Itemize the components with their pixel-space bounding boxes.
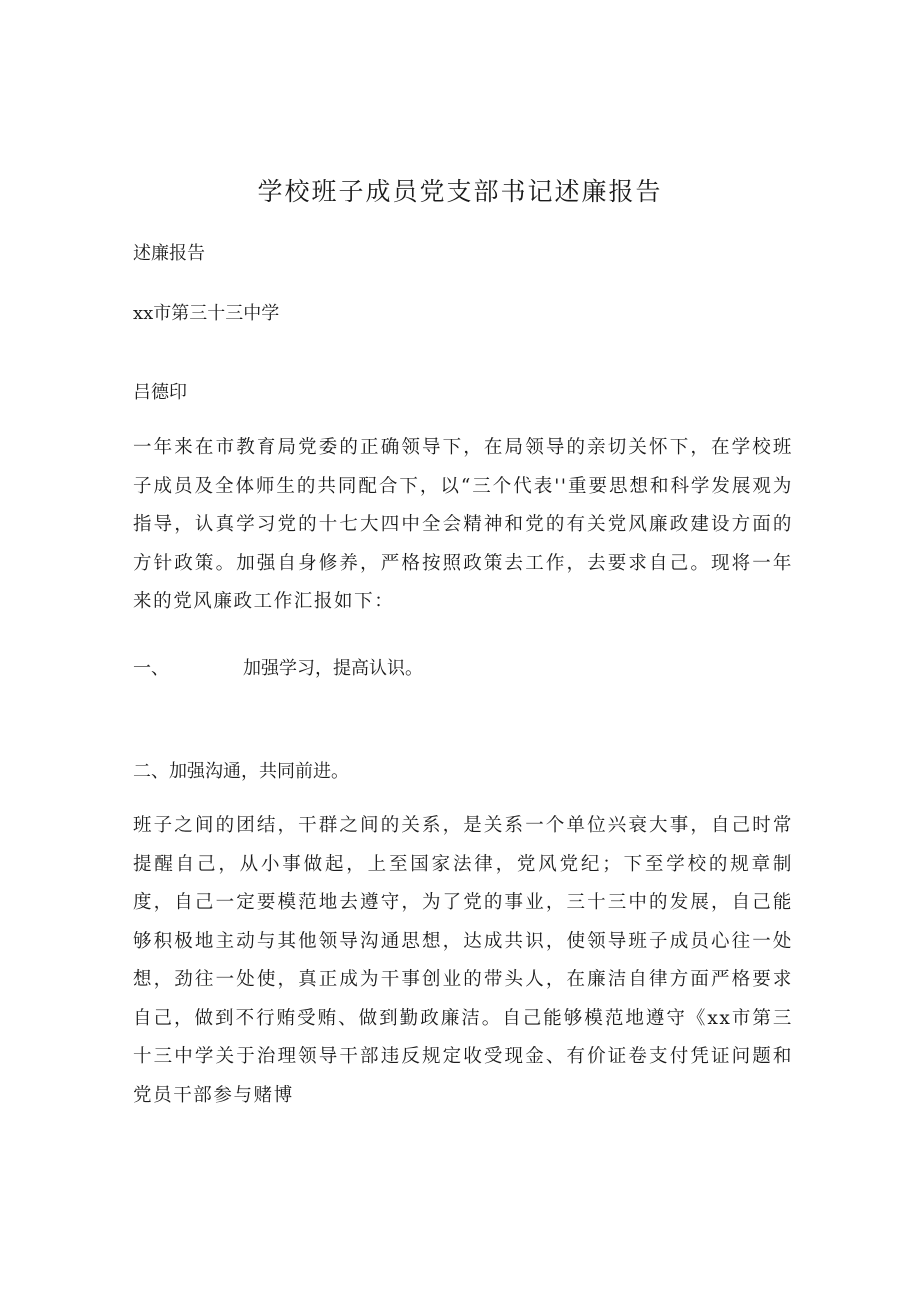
author-name: 吕德印 (133, 382, 187, 403)
section-1-text: 加强学习，提高认识。 (243, 658, 423, 679)
section-2-body: 班子之间的团结，干群之间的关系，是关系一个单位兴衰大事，自己时常提醒自己，从小事做起，上至国家法律，党风党纪；下至学校的规章制度，自己一定要模范地去遵守，为了党的事业，三十三中的发展，自己能够积极地主动与其他领导沟通思想，达成共识，使领导班子成员心往一处想，劲往一处使，真正成为干事创业的带头人，在廉洁自律方面严格要求自己，做到不行贿受贿、做到勤政廉洁。自己能够模范地遵守《xx市第三十三中学关于治理领导干部违反规定收受现金、有价证卷支付凭证问题和党员干部参与赌博 (133, 815, 793, 1106)
intro-paragraph: 一年来在市教育局党委的正确领导下，在局领导的亲切关怀下，在学校班子成员及全体师生的共同配合下，以“三个代表''重要思想和科学发展观为指导，认真学习党的十七大四中全会精神和党的有关党风廉政建设方面的方针政策。加强自身修养，严格按照政策去工作，去要求自己。现将一年来的党风廉政工作汇报如下： (133, 437, 793, 612)
document-title: 学校班子成员党支部书记述廉报告 (257, 177, 663, 206)
section-1-heading (133, 654, 423, 684)
school-name: xx市第三十三中学 (133, 303, 280, 324)
report-subtitle: 述廉报告 (133, 243, 205, 264)
section-2-heading: 二、加强沟通，共同前进。 (133, 761, 349, 782)
section-1-number: 一、 (133, 658, 169, 679)
